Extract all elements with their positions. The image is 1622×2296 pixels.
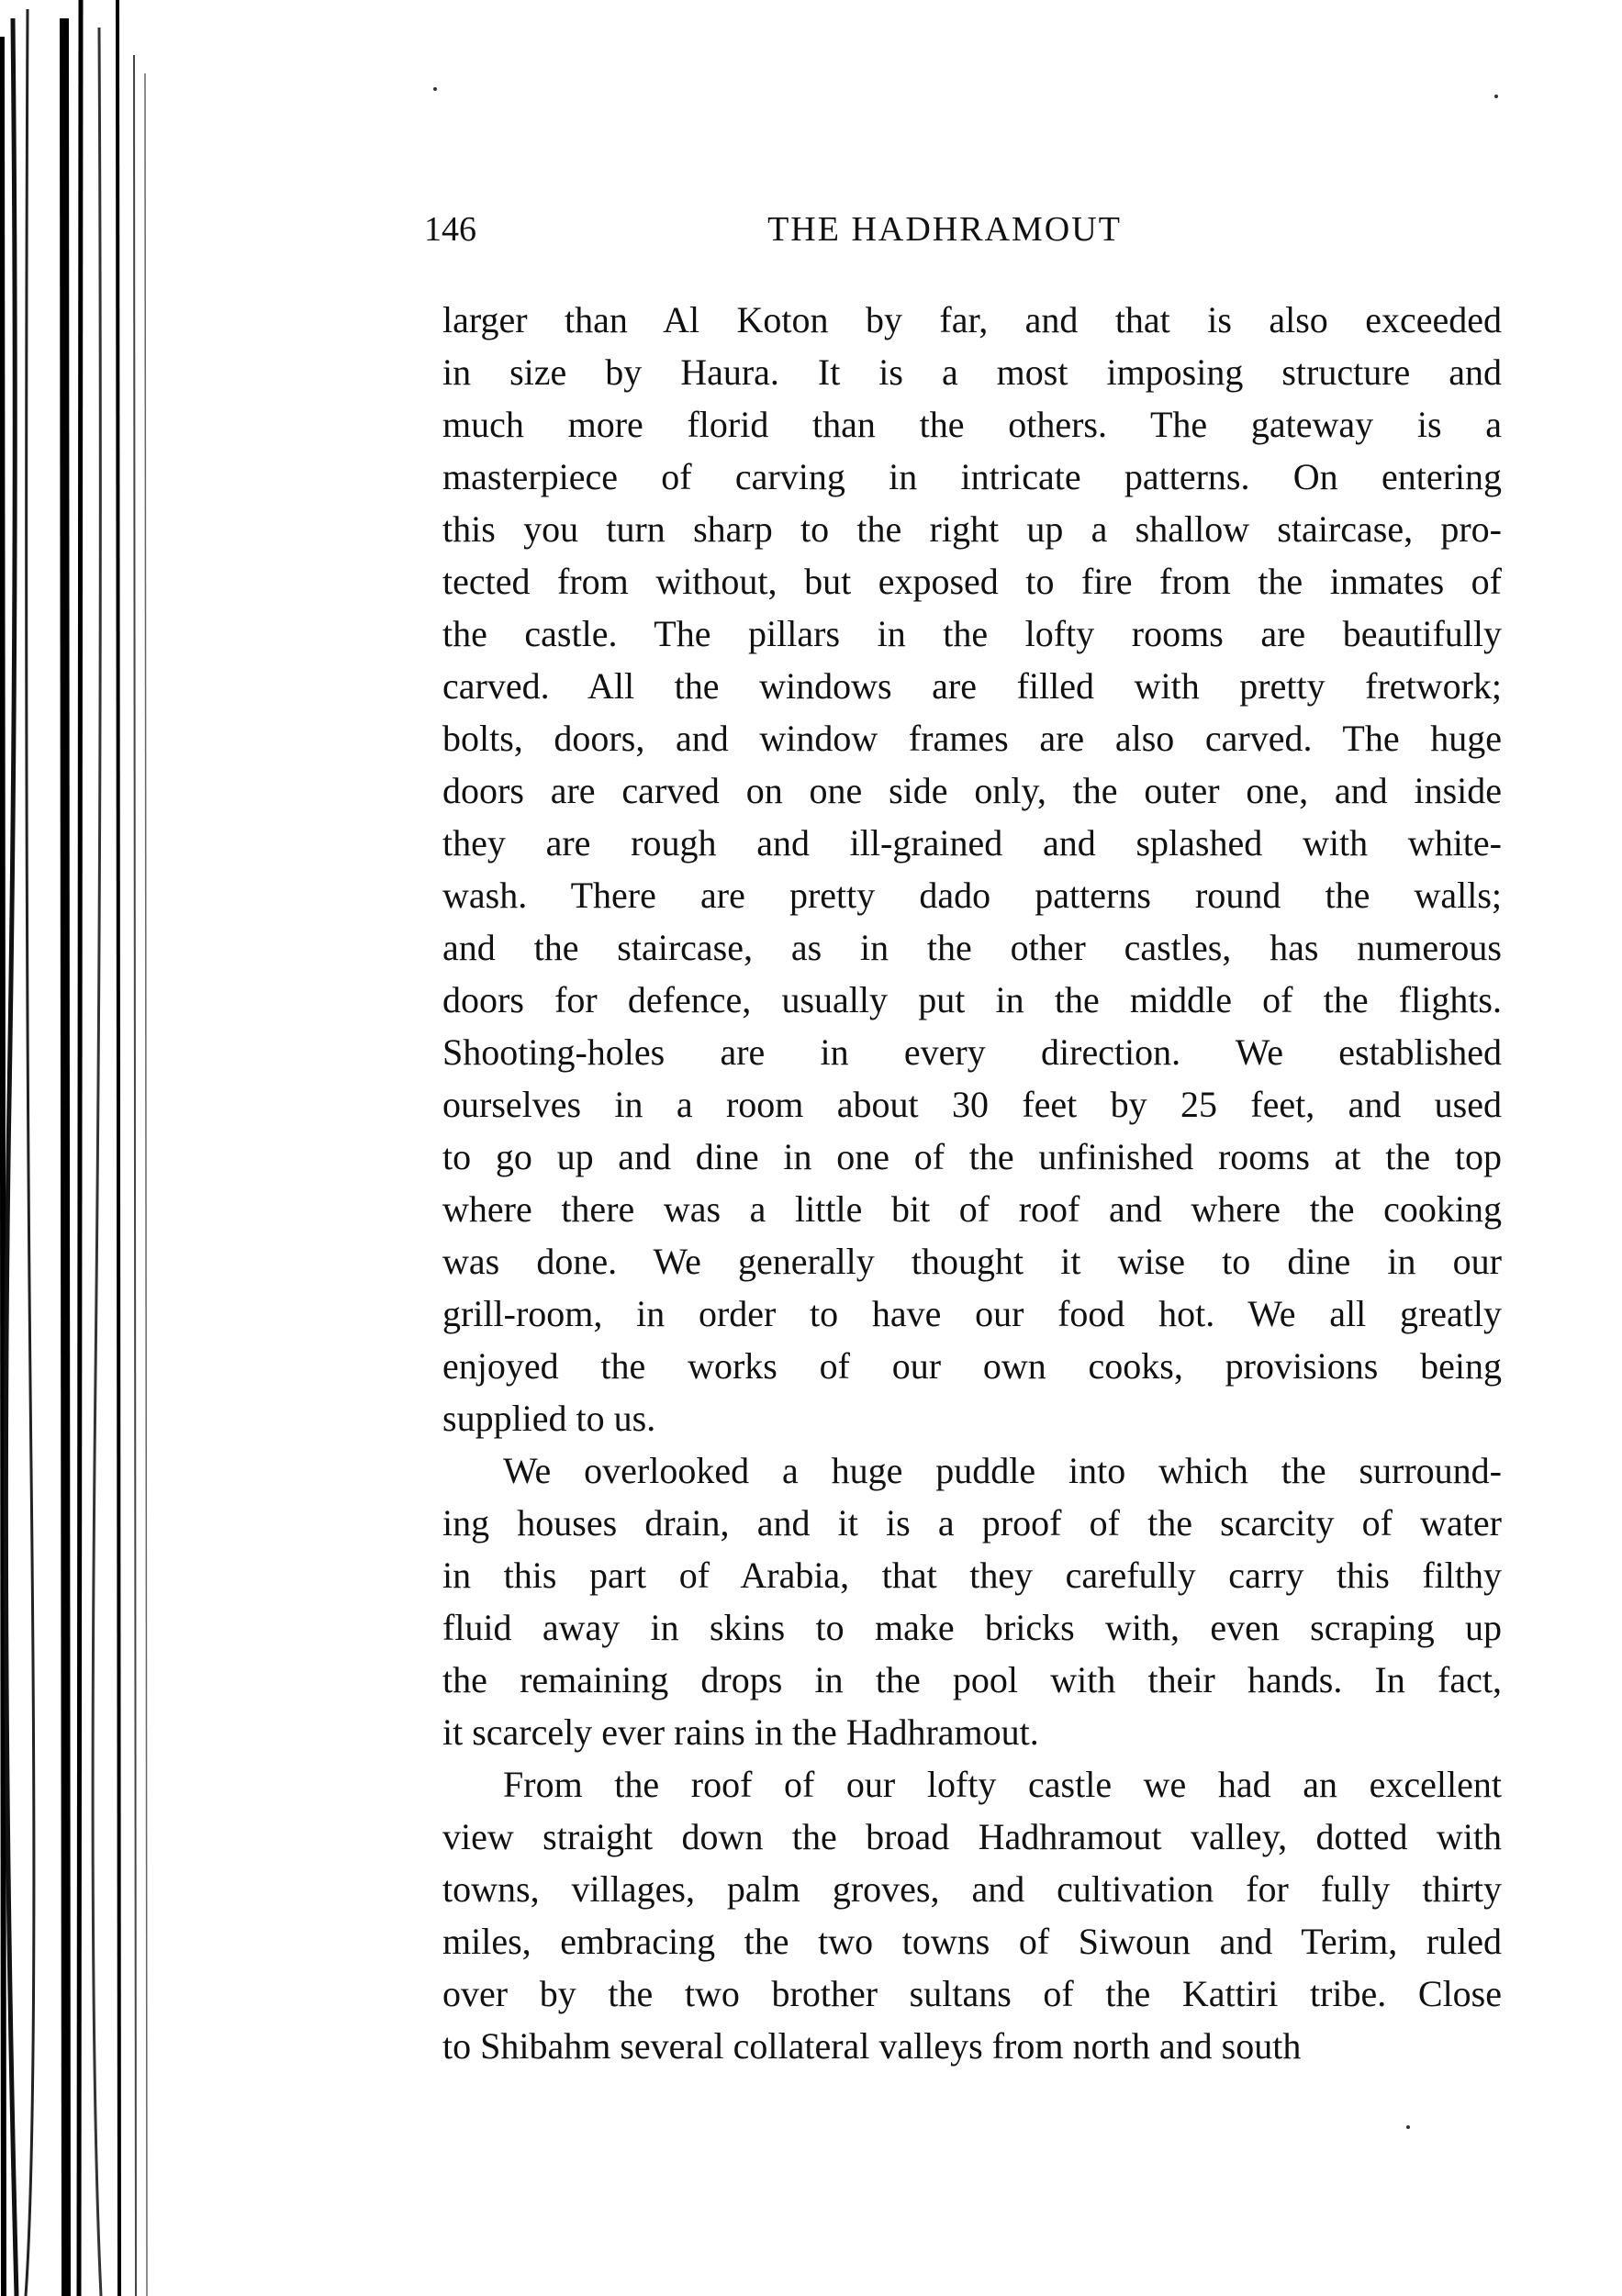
text-line: over by the two brother sultans of the Kattiri tribe. Close (442, 1973, 1502, 2014)
speck (1494, 95, 1498, 98)
paragraph (442, 1758, 1502, 2072)
text-line: the castle. The pillars in the lofty rooms are beautifully (442, 613, 1502, 654)
text-line: ing houses drain, and it is a proof of the scarcity of water (442, 1502, 1502, 1544)
text-line: larger than Al Koton by far, and that is also exceeded (442, 299, 1502, 340)
text-line: ourselves in a room about 30 feet by 25 feet, and used (442, 1084, 1502, 1125)
text-line: the remaining drops in the pool with their hands. In fact, (442, 1659, 1502, 1700)
text-line: carved. All the windows are filled with pretty fretwork; (442, 665, 1502, 707)
text-line: where there was a little bit of roof and where the cooking (442, 1188, 1502, 1230)
text-line: to go up and dine in one of the unfinished rooms at the top (442, 1136, 1502, 1177)
text-line: much more florid than the others. The gateway is a (442, 404, 1502, 445)
text-line: in size by Haura. It is a most imposing structure and (442, 351, 1502, 393)
text-line: We overlooked a huge puddle into which the surround- (503, 1450, 1502, 1491)
text-line: was done. We generally thought it wise to dine in our (442, 1241, 1502, 1282)
page-header (424, 209, 1502, 255)
text-line: bolts, doors, and window frames are also carved. The huge (442, 718, 1502, 759)
text-line: grill-room, in order to have our food hot. We all greatly (442, 1293, 1502, 1334)
text-line: wash. There are pretty dado patterns round the walls; (442, 875, 1502, 916)
text-line: view straight down the broad Hadhramout valley, dotted with (442, 1816, 1502, 1857)
speck (1406, 2125, 1410, 2129)
text-line: it scarcely ever rains in the Hadhramout. (442, 1711, 1039, 1753)
text-line: to Shibahm several collateral valleys from north and south (442, 2025, 1302, 2067)
speck (433, 87, 437, 91)
page-number: 146 (424, 210, 476, 249)
text-line: miles, embracing the two towns of Siwoun and Terim, ruled (442, 1921, 1502, 1962)
text-line: enjoyed the works of our own cooks, provisions being (442, 1345, 1502, 1387)
text-line: towns, villages, palm groves, and cultivation for fully thirty (442, 1868, 1502, 1910)
text-line: supplied to us. (442, 1398, 656, 1439)
text-line: From the roof of our lofty castle we had an excellent (503, 1764, 1502, 1805)
paragraph (442, 1444, 1502, 1758)
text-line: and the staircase, as in the other castles, has numerous (442, 927, 1502, 968)
running-title: THE HADHRAMOUT (767, 210, 1122, 249)
text-line: they are rough and ill-grained and splashed with white- (442, 822, 1502, 864)
text-line: doors are carved on one side only, the outer one, and inside (442, 770, 1502, 811)
text-line: Shooting-holes are in every direction. We established (442, 1031, 1502, 1073)
text-line: in this part of Arabia, that they carefully carry this filthy (442, 1555, 1502, 1596)
text-line: tected from without, but exposed to fire from the inmates of (442, 561, 1502, 602)
text-line: doors for defence, usually put in the middle of the flights. (442, 979, 1502, 1020)
paragraph (442, 294, 1502, 1444)
text-line: this you turn sharp to the right up a shallow staircase, pro- (442, 508, 1502, 550)
page-body-text (442, 294, 1502, 2072)
text-line: masterpiece of carving in intricate patterns. On entering (442, 456, 1502, 497)
text-line: fluid away in skins to make bricks with, even scraping up (442, 1607, 1502, 1648)
book-binding-edge (0, 0, 156, 2296)
